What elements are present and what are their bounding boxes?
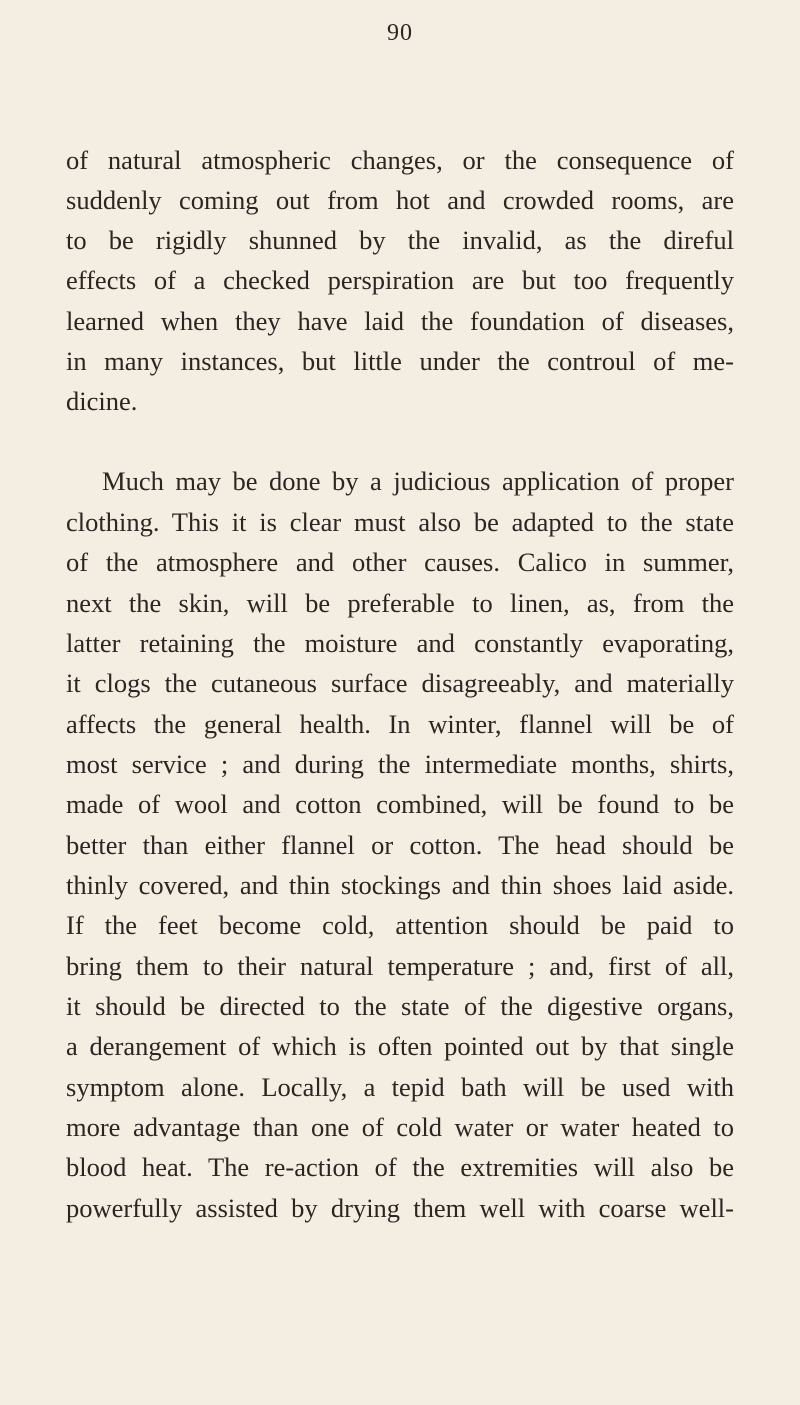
text-line: next the skin, will be preferable to linen, as, from the (66, 588, 734, 618)
text-line: it should be directed to the state of the digestive organs, (66, 991, 734, 1021)
text-line: in many instances, but little under the controul of me- (66, 346, 734, 376)
text-line: a derangement of which is often pointed out by that single (66, 1031, 734, 1061)
text-line: blood heat. The re-action of the extremities will also be (66, 1152, 734, 1182)
text-line: it clogs the cutaneous surface disagreeably, and materially (66, 668, 734, 698)
text-line: effects of a checked perspiration are but too frequently (66, 265, 734, 295)
text-line: dicine. (66, 386, 138, 416)
text-line: symptom alone. Locally, a tepid bath will be used with (66, 1072, 734, 1102)
text-line: latter retaining the moisture and constantly evaporating, (66, 628, 734, 658)
text-line: Much may be done by a judicious application of proper (102, 466, 734, 496)
text-line: learned when they have laid the foundation of diseases, (66, 306, 734, 336)
text-line: better than either flannel or cotton. The head should be (66, 830, 734, 860)
text-line: of natural atmospheric changes, or the consequence of (66, 145, 734, 175)
text-line: to be rigidly shunned by the invalid, as the direful (66, 225, 734, 255)
text-line: powerfully assisted by drying them well with coarse well- (66, 1193, 734, 1223)
text-line: most service ; and during the intermediate months, shirts, (66, 749, 734, 779)
text-line: If the feet become cold, attention should be paid to (66, 910, 734, 940)
text-line: more advantage than one of cold water or water heated to (66, 1112, 734, 1142)
page-number: 90 (387, 20, 413, 46)
text-line: clothing. This it is clear must also be adapted to the state (66, 507, 734, 537)
text-line: affects the general health. In winter, flannel will be of (66, 709, 734, 739)
text-line: suddenly coming out from hot and crowded rooms, are (66, 185, 734, 215)
text-line: made of wool and cotton combined, will be found to be (66, 789, 734, 819)
text-line: bring them to their natural temperature ; and, first of all, (66, 951, 734, 981)
text-line: of the atmosphere and other causes. Calico in summer, (66, 547, 734, 577)
text-line: thinly covered, and thin stockings and thin shoes laid aside. (66, 870, 734, 900)
